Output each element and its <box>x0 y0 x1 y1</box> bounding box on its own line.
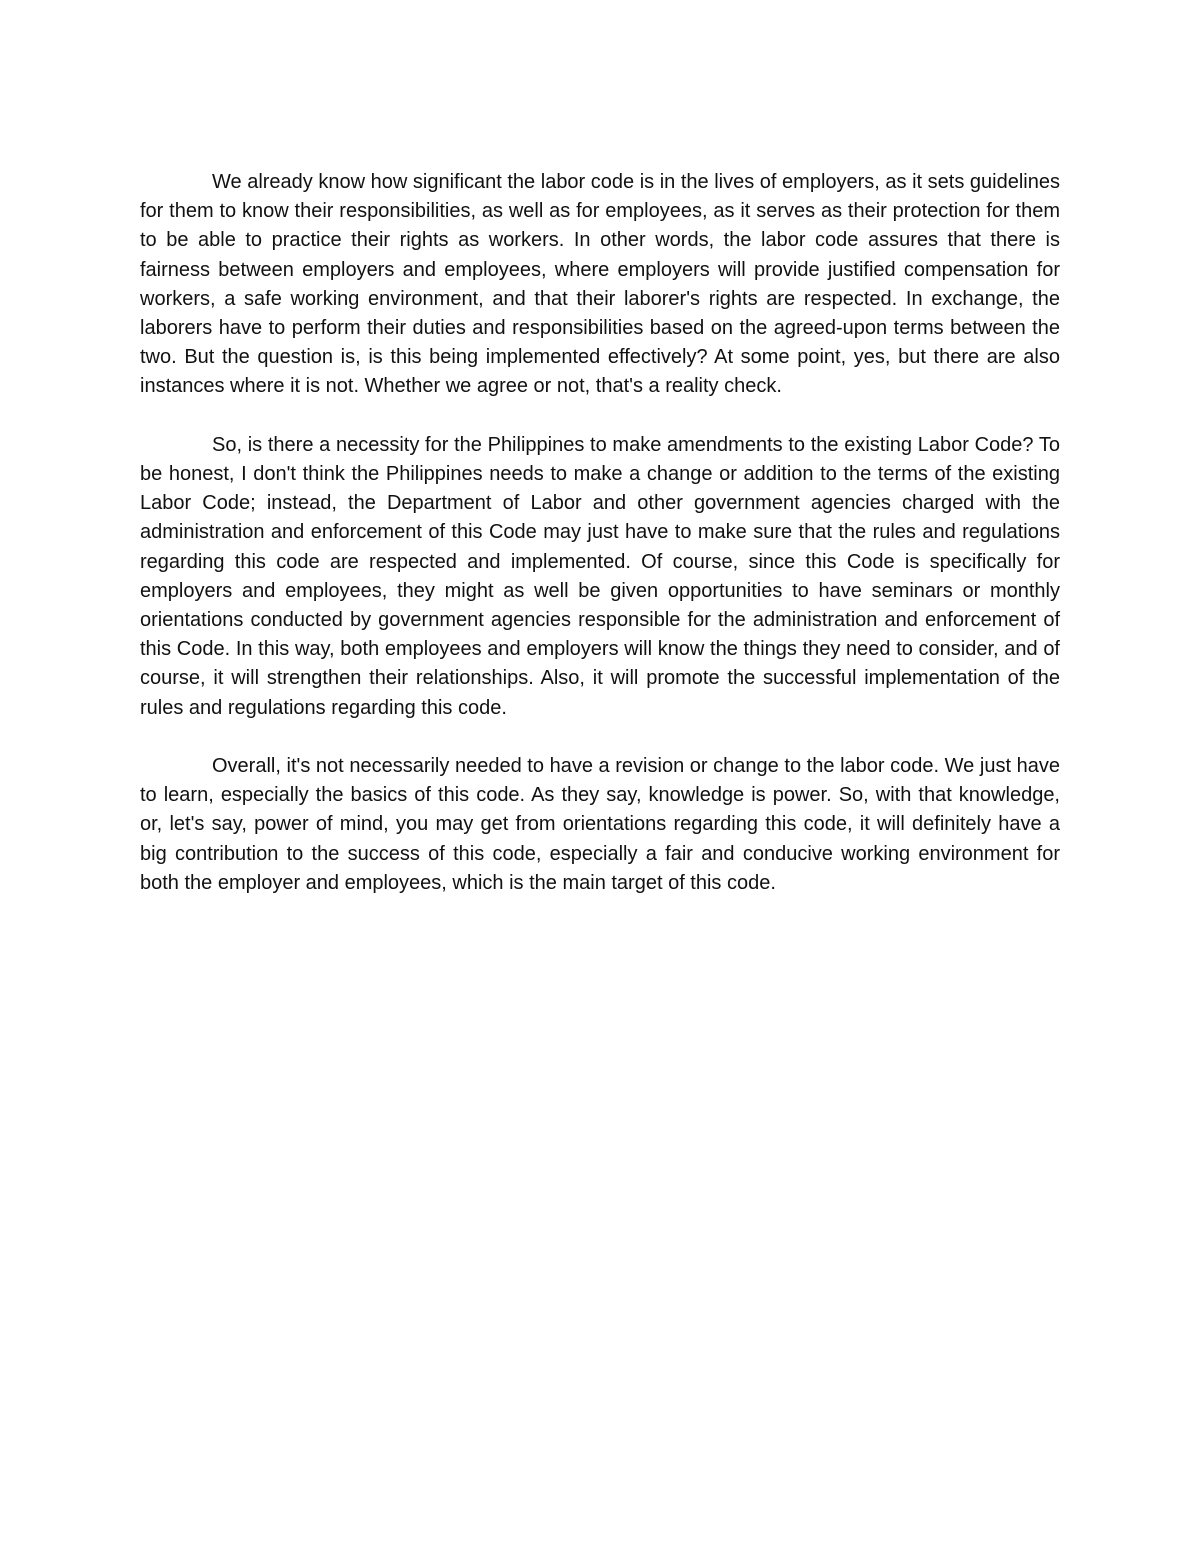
paragraph-1: We already know how significant the labor code is in the lives of employers, as it sets guidelines for them to know their responsibilities, as well as for employees, as it serves as their protection for them to be able to practice their rights as workers. In other words, the labor code assures that there is fairness between employers and employees, where employers will provide justified compensation for workers, a safe working environment, and that their laborer's rights are respected. In exchange, the laborers have to perform their duties and responsibilities based on the agreed-upon terms between the two. But the question is, is this being implemented effectively? At some point, yes, but there are also instances where it is not. Whether we agree or not, that's a reality check. <box>140 171 1060 398</box>
paragraph-2: So, is there a necessity for the Philippines to make amendments to the existing Labor Code? To be honest, I don't think the Philippines needs to make a change or addition to the terms of the existing Labor Code; instead, the Department of Labor and other government agencies charged with the administration and enforcement of this Code may just have to make sure that the rules and regulations regarding this code are respected and implemented. Of course, since this Code is specifically for employers and employees, they might as well be given opportunities to have seminars or monthly orientations conducted by government agencies responsible for the administration and enforcement of this Code. In this way, both employees and employers will know the things they need to consider, and of course, it will strengthen their relationships. Also, it will promote the successful implementation of the rules and regulations regarding this code. <box>140 433 1060 719</box>
paragraph-3: Overall, it's not necessarily needed to have a revision or change to the labor code. We just have to learn, especially the basics of this code. As they say, knowledge is power. So, with that knowledge, or, let's say, power of mind, you may get from orientations regarding this code, it will definitely have a big contribution to the success of this code, especially a fair and conducive working environment for both the employer and employees, which is the main target of this code. <box>140 755 1060 894</box>
document-body <box>140 168 1060 898</box>
